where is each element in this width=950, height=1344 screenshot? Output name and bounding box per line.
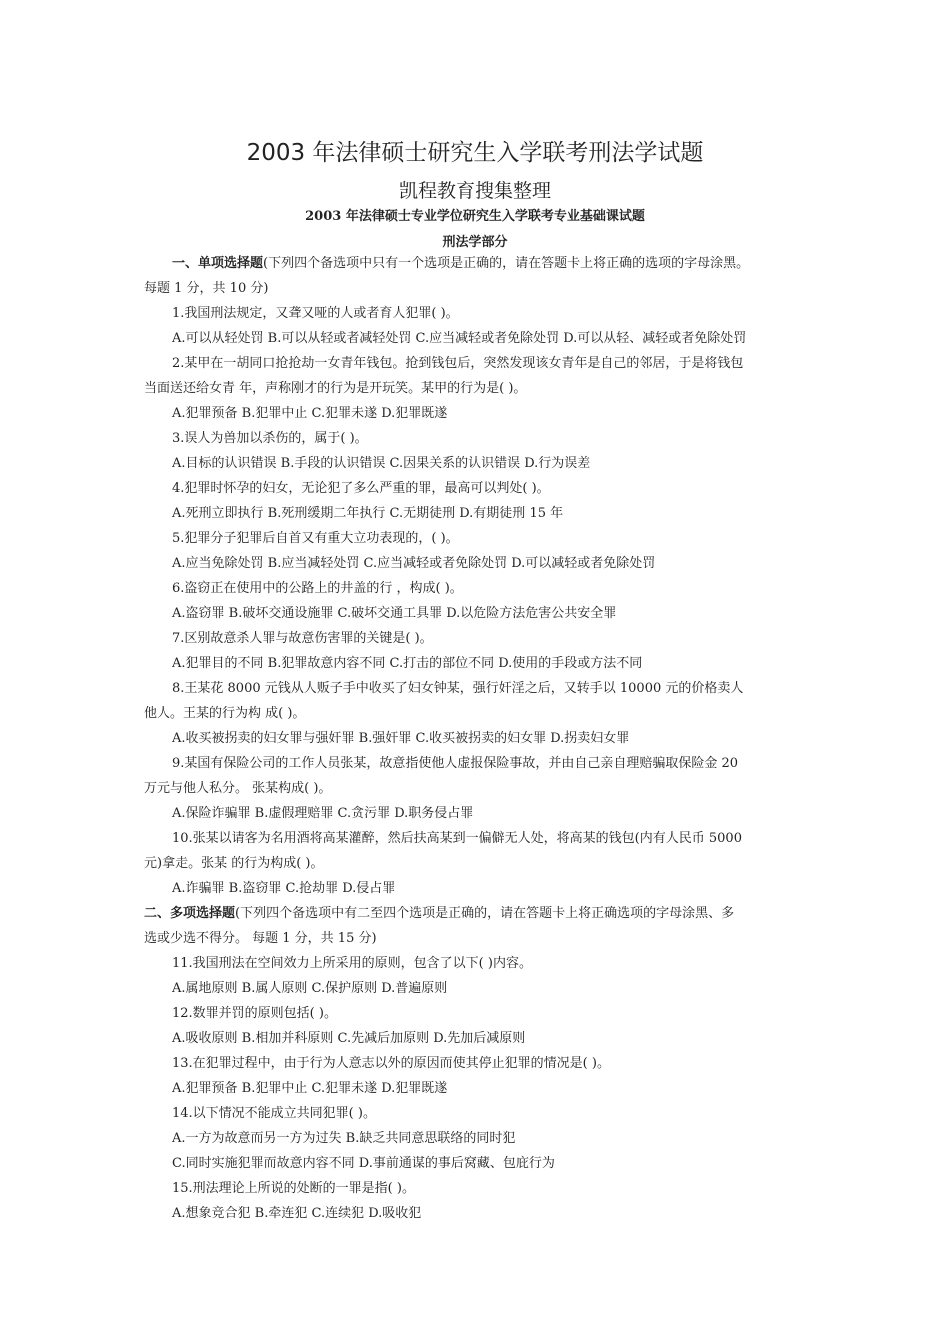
question-12: 12.数罪并罚的原则包括( )。 — [172, 1006, 337, 1021]
question-14-options-ab: A.一方为故意而另一方为过失 B.缺乏共同意思联络的同时犯 — [172, 1131, 516, 1146]
question-3-options: A.目标的认识错误 B.手段的认识错误 C.因果关系的认识错误 D.行为误差 — [172, 456, 591, 471]
question-5-options: A.应当免除处罚 B.应当减轻处罚 C.应当减轻或者免除处罚 D.可以减轻或者免除处罚 — [172, 556, 656, 571]
question-8-options: A.收买被拐卖的妇女罪与强奸罪 B.强奸罪 C.收买被拐卖的妇女罪 D.拐卖妇女罪 — [172, 731, 630, 746]
question-1: 1.我国刑法规定，又聋又哑的人或者育人犯罪( )。 — [172, 306, 459, 321]
section1-intro-text: (下列四个备选项中只有一个选项是正确的，请在答题卡上将正确的选项的字母涂黑。 — [263, 256, 750, 271]
question-11: 11.我国刑法在空间效力上所采用的原则，包含了以下( )内容。 — [172, 956, 532, 971]
question-10-options: A.诈骗罪 B.盗窃罪 C.抢劫罪 D.侵占罪 — [172, 881, 396, 896]
section2-intro — [144, 906, 734, 922]
question-5: 5.犯罪分子犯罪后自首又有重大立功表现的，( )。 — [172, 531, 459, 546]
question-6-options: A.盗窃罪 B.破坏交通设施罪 C.破坏交通工具罪 D.以危险方法危害公共安全罪 — [172, 606, 617, 621]
question-10: 10.张某以请客为名用酒将高某灌醉，然后扶高某到一偏僻无人处，将高某的钱包(内有人民币 5000 — [172, 831, 742, 846]
question-8: 8.王某花 8000 元钱从人贩子手中收买了妇女钟某，强行奸淫之后，又转手以 10000 元的价格卖人 — [172, 681, 744, 696]
question-9-options: A.保险诈骗罪 B.虚假理赔罪 C.贪污罪 D.职务侵占罪 — [172, 806, 474, 821]
question-15: 15.刑法理论上所说的处断的一罪是指( )。 — [172, 1181, 415, 1196]
question-3: 3.误人为兽加以杀伤的，属于( )。 — [172, 431, 368, 446]
question-1-options: A.可以从轻处罚 B.可以从轻或者减轻处罚 C.应当减轻或者免除处罚 D.可以从轻、减轻或者免除处罚 — [172, 331, 747, 346]
question-2-cont: 当面送还给女青 年，声称刚才的行为是开玩笑。某甲的行为是( )。 — [144, 381, 527, 396]
section1-label: 一、单项选择题 — [172, 256, 264, 271]
question-6: 6.盗窃正在使用中的公路上的井盖的行 ，构成( )。 — [172, 581, 463, 596]
question-9: 9.某国有保险公司的工作人员张某，故意指使他人虚报保险事故，并由自己亲自理赔骗取保险金 20 — [172, 756, 739, 771]
question-13: 13.在犯罪过程中，由于行为人意志以外的原因而使其停止犯罪的情况是( )。 — [172, 1056, 610, 1071]
question-2: 2.某甲在一胡同口抢抢劫一女青年钱包。抢到钱包后，突然发现该女青年是自己的邻居，于是将钱包 — [172, 356, 744, 371]
question-2-options: A.犯罪预备 B.犯罪中止 C.犯罪未遂 D.犯罪既遂 — [172, 406, 448, 421]
section2-intro-cont: 选或少选不得分。 每题 1 分，共 15 分) — [144, 931, 377, 946]
section2-intro-text: (下列四个备选项中有二至四个选项是正确的，请在答题卡上将正确选项的字母涂黑、多 — [235, 906, 735, 921]
question-14: 14.以下情况不能成立共同犯罪( )。 — [172, 1106, 376, 1121]
section2-label: 二、多项选择题 — [144, 906, 236, 921]
section1-intro-cont: 每题 1 分，共 10 分) — [144, 281, 269, 296]
question-4-options: A.死刑立即执行 B.死刑缓期二年执行 C.无期徒刑 D.有期徒刑 15 年 — [172, 506, 564, 521]
question-12-options: A.吸收原则 B.相加并科原则 C.先减后加原则 D.先加后减原则 — [172, 1031, 526, 1046]
document-subtitle: 凯程教育搜集整理 — [398, 180, 551, 202]
section1-intro — [172, 256, 749, 272]
question-8-cont: 他人。王某的行为构 成( )。 — [144, 706, 306, 721]
question-14-options-cd: C.同时实施犯罪而故意内容不同 D.事前通谋的事后窝藏、包庇行为 — [172, 1156, 555, 1171]
question-7: 7.区别故意杀人罪与故意伤害罪的关键是( )。 — [172, 631, 433, 646]
question-9-cont: 万元与他人私分。 张某构成( )。 — [144, 781, 332, 796]
question-13-options: A.犯罪预备 B.犯罪中止 C.犯罪未遂 D.犯罪既遂 — [172, 1081, 448, 1096]
question-7-options: A.犯罪目的不同 B.犯罪故意内容不同 C.打击的部位不同 D.使用的手段或方法不同 — [172, 656, 643, 671]
exam-heading: 2003 年法律硕士专业学位研究生入学联考专业基础课试题 — [305, 209, 645, 224]
question-11-options: A.属地原则 B.属人原则 C.保护原则 D.普遍原则 — [172, 981, 448, 996]
question-4: 4.犯罪时怀孕的妇女，无论犯了多么严重的罪，最高可以判处( )。 — [172, 481, 550, 496]
section-heading: 刑法学部分 — [442, 235, 508, 250]
question-10-cont: 元)拿走。张某 的行为构成( )。 — [144, 856, 324, 871]
question-15-options: A.想象竞合犯 B.牵连犯 C.连续犯 D.吸收犯 — [172, 1206, 422, 1221]
document-title: 2003 年法律硕士研究生入学联考刑法学试题 — [246, 140, 704, 166]
